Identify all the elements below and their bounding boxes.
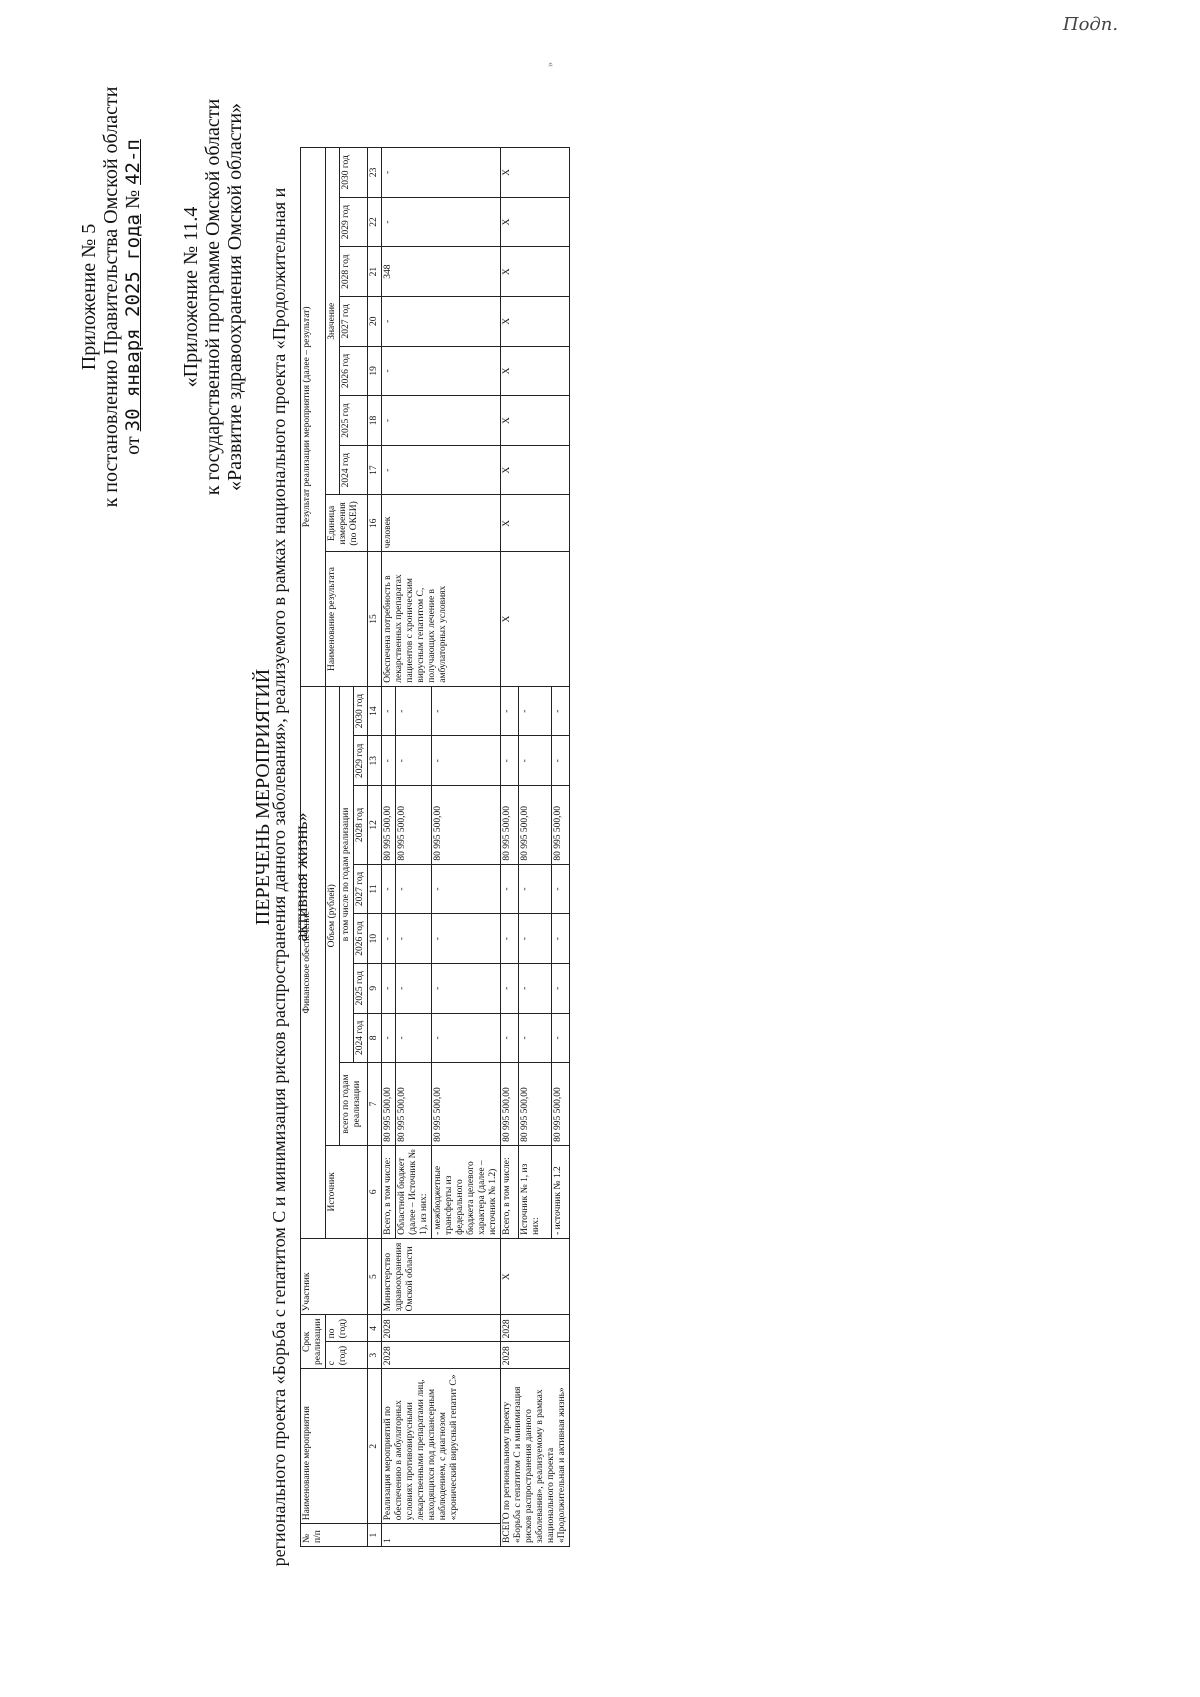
- program-reference: «Приложение № 11.4 к государственной программе Омской области «Развитие здравоохранения Омской области»: [180, 98, 246, 496]
- total-row: - источник № 1.2 80 995 500,00 - - - - 80 995 500,00 - -: [551, 148, 569, 1547]
- column-numbers-row: 1 2 3 4 5 6 7 8 9 10 11 12 13 14 15 16 17 18 19 20 21 22 23: [368, 148, 382, 1547]
- total-row: Источник № 1, из них: 80 995 500,00 - - - - 80 995 500,00 - -: [519, 148, 552, 1547]
- result-unit: человек: [382, 495, 501, 552]
- annex-header: [78, 37, 144, 557]
- col-result-header: Результат реализации мероприятия (далее – результат): [301, 148, 326, 687]
- date-line: от 30 января 2025 года № 42-п: [122, 139, 144, 455]
- col-unit-header: Единица измерения (по ОКЕИ): [326, 495, 368, 552]
- col-total-header: всего по годам реализации: [340, 1063, 368, 1146]
- total-name: ВСЕГО по региональному проекту «Борьба с гепатитом С и минимизация рисков распространения данного заболевания», реализуемому в рамках национального проекта «Продолжительная и активная жизнь»: [501, 1369, 570, 1547]
- decree-number: 42-п: [122, 139, 144, 185]
- decree-line: к постановлению Правительства Омской области: [100, 86, 122, 508]
- header-row-2: [326, 148, 340, 1547]
- col-term-header: Срок реализации: [301, 1315, 326, 1369]
- col-from-header: с (год): [326, 1342, 368, 1369]
- annex-line: Приложение № 5: [78, 223, 100, 371]
- col-to-header: по (год): [326, 1315, 368, 1342]
- measure-name: Реализация мероприятий по обеспечению в амбулаторных условиях противовирусными лекарственными препаратами лиц, находящихся под диспансерным наблюдением, с диагнозом «хронический вирусный гепатит С»: [382, 1369, 501, 1524]
- table-row: - межбюджетные трансферты из федерального бюджета целевого характера (далее – источник № 1.2) 80 995 500,00 - - - - 80 995 500,00 - -: [432, 148, 501, 1547]
- measures-table: [300, 147, 570, 1547]
- document-title: ПЕРЕЧЕНЬ МЕРОПРИЯТИЙ: [252, 668, 274, 926]
- col-value-header: Значение: [326, 148, 340, 495]
- header-row-1: [301, 148, 326, 1547]
- handwritten-signature: Подп.: [1062, 13, 1119, 35]
- col-finance-header: Финансовое обеспечение: [301, 686, 326, 1238]
- col-num-header: № п/п: [301, 1524, 368, 1547]
- col-participant-header: Участник: [301, 1238, 368, 1315]
- col-name-header: Наименование мероприятия: [301, 1369, 368, 1524]
- total-row: ВСЕГО по региональному проекту «Борьба с гепатитом С и минимизация рисков распространения данного заболевания», реализуемому в рамках национального проекта «Продолжительная и активная жизнь» 2028 2028 X Всего, в том числе: 80 995 500,00 - - - - 80 995 500,00 - - X X X X X X X X X: [501, 148, 519, 1547]
- col-volume-header: Объем (рублей): [326, 686, 340, 1145]
- table-row: 1 Реализация мероприятий по обеспечению в амбулаторных условиях противовирусными лекарственными препаратами лиц, находящихся под диспансерным наблюдением, с диагнозом «хронический вирусный гепатит С» 2028 2028 Министерство здравоохранения Омской области Всего, в том числе: 80 995 500,00 - - - - 80 995 500,00 - - Обеспечена потребность в лекарственных препаратах пациентов с хроническим вирусным гепатитом С, получающих лечение в амбулаторных условиях человек - - - - 348 - -: [382, 148, 396, 1547]
- col-result-name-header: Наименование результата: [326, 552, 368, 686]
- result-name: Обеспечена потребность в лекарственных препаратах пациентов с хроническим вирусным гепатитом С, получающих лечение в амбулаторных условиях: [382, 552, 501, 686]
- closing-quote: »: [545, 62, 556, 67]
- col-byyear-header: в том числе по годам реализации: [340, 686, 354, 1062]
- date-value: 30 января 2025 года: [122, 214, 144, 432]
- table-row: Областной бюджет (далее – Источник № 1), из них: 80 995 500,00 - - - - 80 995 500,00 - -: [396, 148, 432, 1547]
- header-row-3: всего по годам реализации в том числе по годам реализации 2024 год 2025 год 2026 год 2027 год 2028 год 2029 год 2030 год: [340, 148, 354, 1547]
- document-subtitle: регионального проекта «Борьба с гепатитом С и минимизация рисков распространения данного заболевания», реализуемого в рамках национального проекта «Продолжительная и активная жизнь»: [269, 187, 311, 1567]
- col-source-header: Источник: [326, 1145, 368, 1238]
- header-row-4: 2024 год 2025 год 2026 год 2027 год 2028 год 2029 год 2030 год: [354, 148, 368, 1547]
- participant: Министерство здравоохранения Омской области: [382, 1238, 501, 1315]
